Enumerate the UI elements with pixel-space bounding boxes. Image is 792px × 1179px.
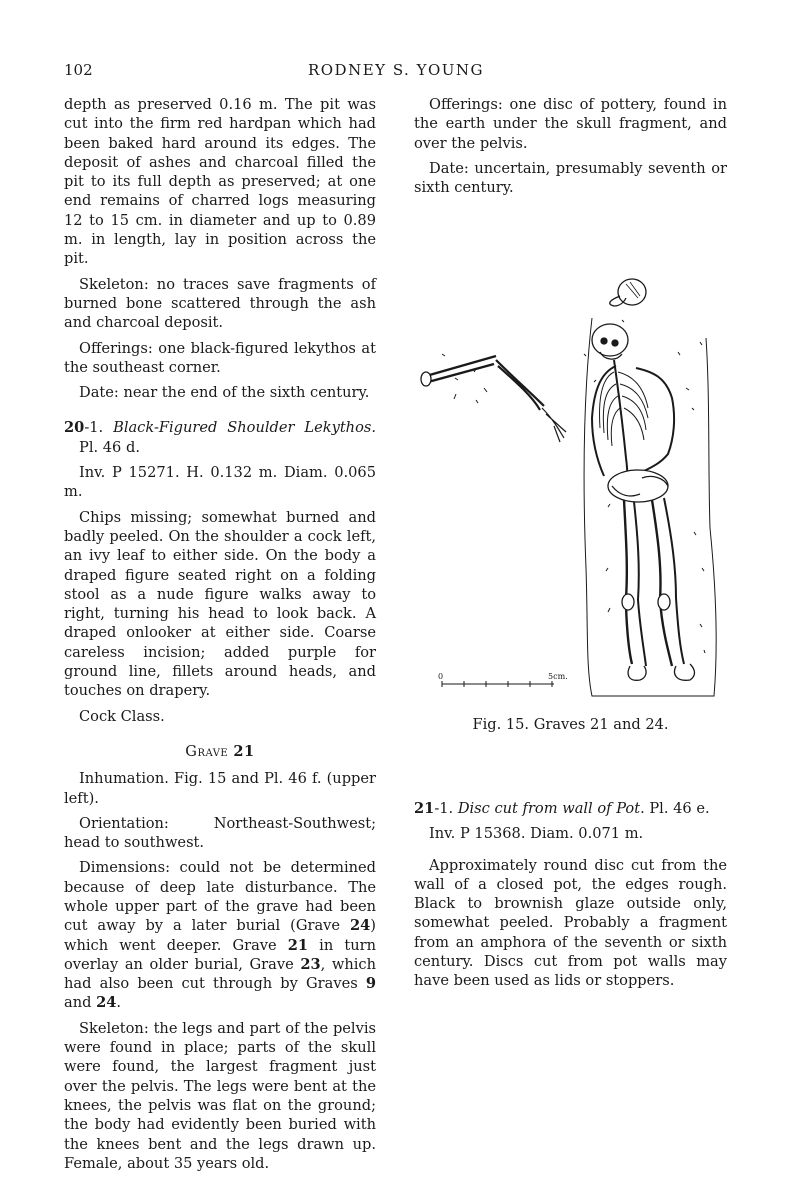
entry-20-1-description: Chips missing; somewhat burned and badly peeled. On the shoulder a cock left, an ivy leaf to either side. On the body a draped figure seated right on a folding stool as a nude figure walks away to right, turning his head to look back. A draped onlooker at either side. Coarse careless incision; added purple for ground line, fillets around heads, and touches on drapery. [64,508,376,700]
entry-plate: Pl. 46 d. [79,438,140,456]
entry-suffix: -1. [84,419,114,437]
text-run: ) which went deeper. Grave [64,917,376,954]
paragraph-orientation: Orientation: Northeast-Southwest; head to southwest. [64,814,376,852]
entry-21-1-heading [414,799,727,818]
text-run: . [116,994,122,1012]
paragraph-skeleton-21: Skeleton: the legs and part of the pelvis were found in place; parts of the skull were found, the largest fragment just over the pelvis. The legs were bent at the knees, the pelvis was flat on the ground; the body had evidently been buried with the knees bent and the legs drawn up. Female, about 35 years old. [64,1019,376,1172]
scale-label-end: 5cm. [548,672,568,681]
entry-21-1-description: Approximately round disc cut from the wall of a closed pot, the edges rough. Black to brownish glaze outside only, somewhat peeled. Probably a fragment from an amphora of the seventh or sixth century. Discs cut from pot walls may have been used as lids or stoppers. [414,856,727,990]
entry-title: Disc cut from wall of Pot. [457,800,645,817]
left-leg-bone-2 [634,502,646,666]
text-run: and [64,994,97,1012]
right-arm [636,368,674,474]
text-run: , which had also been cut through by Graves [64,955,376,993]
entry-21-1-inventory: Inv. P 15368. Diam. 0.071 m. [429,825,644,843]
paragraph-date-20: Date: near the end of the sixth century. [79,384,370,402]
pelvis [608,470,668,502]
grave-ref: 9 [365,975,376,993]
disc-fragment [618,279,646,305]
left-foot [628,666,646,680]
entry-number: 20 [64,419,85,437]
figure-15-skeleton-drawing [414,268,727,708]
paragraph-offerings-20: Offerings: one black-figured lekythos at the southeast corner. [64,339,376,376]
page-number: 102 [64,61,93,79]
grave-ref: 24 [96,994,117,1012]
entry-20-1-heading [64,418,376,457]
entry-title: Black-Figured Shoulder Lekythos. [113,419,376,437]
grave-heading-word: Grave [185,742,229,760]
entry-20-1-inventory: Inv. P 15271. H. 0.132 m. Diam. 0.065 m. [64,464,376,501]
entry-20-1-class: Cock Class. [79,707,165,725]
skull [592,324,628,356]
paragraph-offerings-21: Offerings: one disc of pottery, found in the earth under the skull fragment, and over the pelvis. [414,96,727,152]
text-run: Dimensions: could not be determined because of deep late disturbance. The whole upper part of the grave had been cut away by a later burial (Grave [64,859,376,935]
grave-ref: 24 [349,917,371,935]
displaced-hand [542,408,566,442]
scale-label-start: 0 [438,672,444,681]
grave-ref: 23 [300,955,321,973]
displaced-humerus [426,356,496,382]
right-column-lower [414,799,727,997]
skeleton-illustration [414,268,727,708]
grave-ref: 21 [287,936,309,954]
right-leg-bone-2 [664,498,684,664]
grave-heading-number: 21 [233,742,255,760]
running-head: RODNEY S. YOUNG [307,61,485,79]
left-column [64,95,376,1179]
paragraph-dimensions [64,858,376,1012]
right-foot [675,664,695,680]
entry-plate: Pl. 46 e. [644,800,710,817]
figure-caption: Fig. 15. Graves 21 and 24. [472,716,669,733]
entry-suffix: -1. [434,800,458,817]
paragraph-skeleton-20: Skeleton: no traces save fragments of burned bone scattered through the ash and charcoal deposit. [64,275,376,332]
entry-number: 21 [414,800,435,817]
grave-21-heading [64,742,376,761]
paragraph-inhumation: Inhumation. Fig. 15 and Pl. 46 f. (upper left). [64,770,376,807]
paragraph-date-21: Date: uncertain, presumably seventh or sixth century. [414,159,727,197]
paragraph-pit-description: depth as preserved 0.16 m. The pit was cut into the firm red hardpan which had been baked hard around its edges. The deposit of ashes and charcoal filled the pit to its full depth as preserved; at one end remains of charred logs measuring 12 to 15 cm. in diameter and up to 0.89 m. in length, lay in position across the pit. [64,96,376,268]
left-leg-bone [624,500,632,664]
right-column [414,95,727,203]
displaced-forearm [496,360,544,410]
text-run: in turn overlay an older burial, Grave [64,936,376,973]
